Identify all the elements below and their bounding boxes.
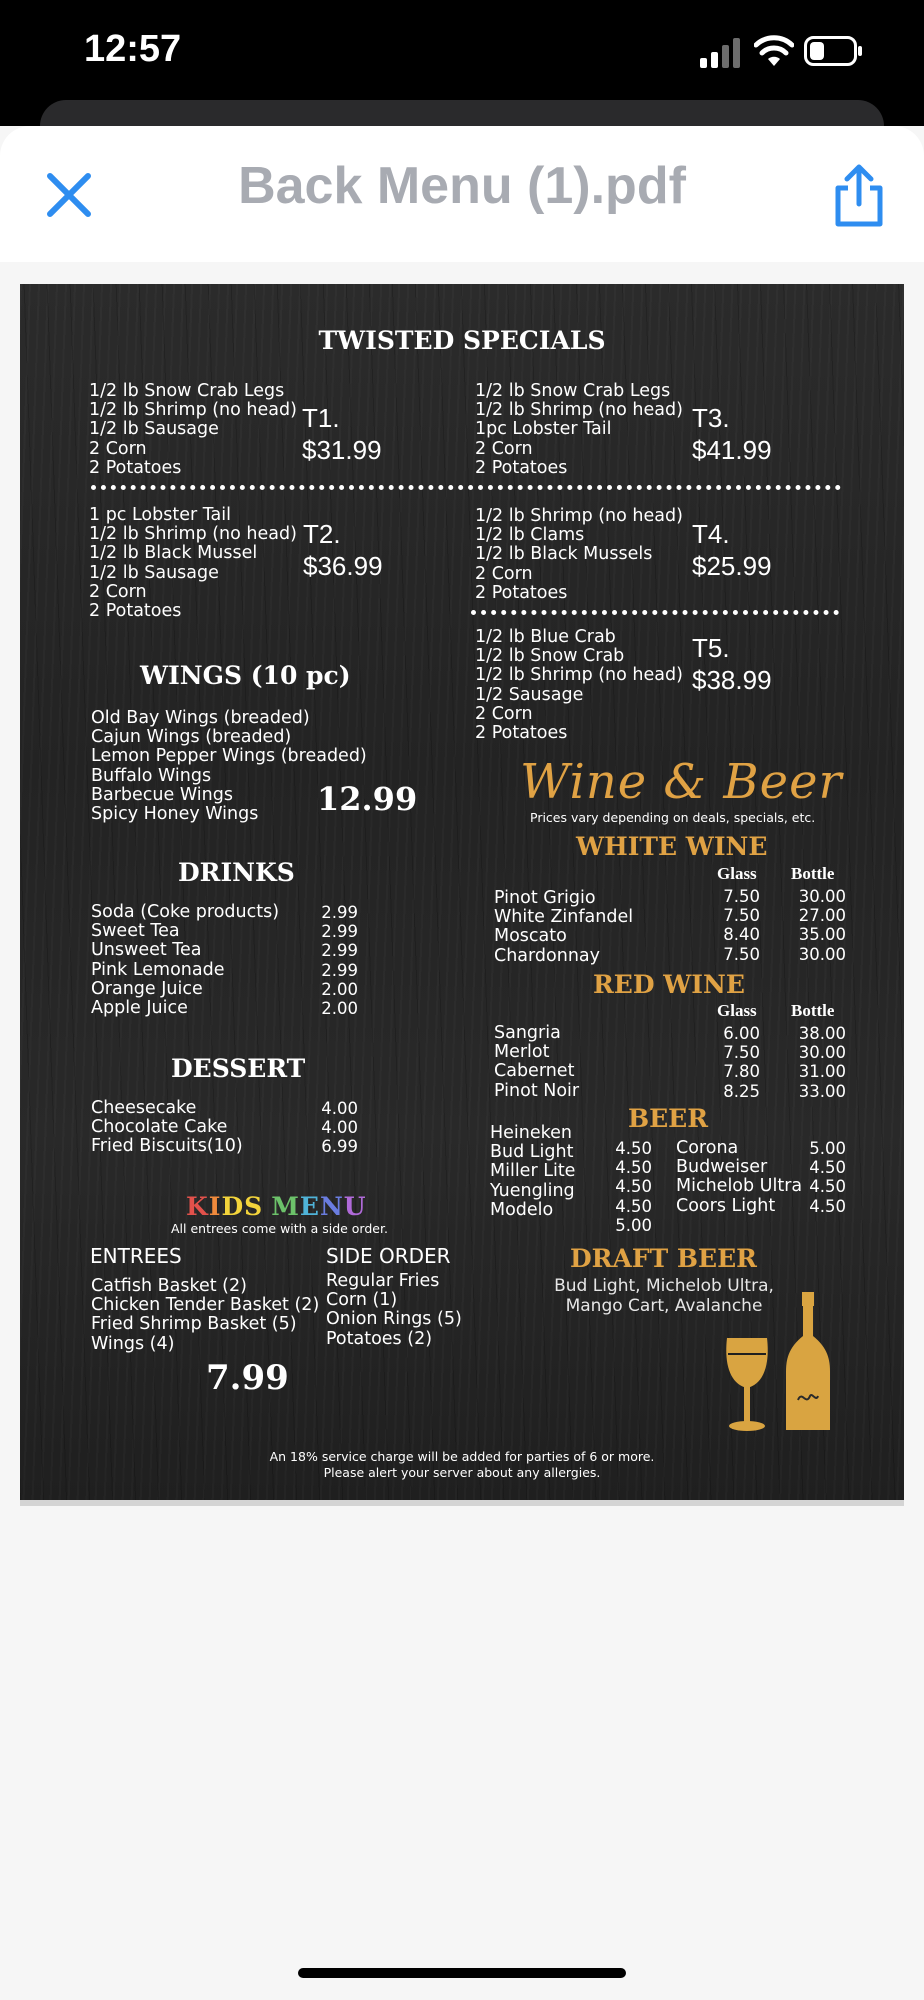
dotted-divider: [471, 610, 839, 615]
special-t5-items: 1/2 lb Blue Crab 1/2 lb Snow Crab 1/2 lb Shrimp (no head) 1/2 Sausage 2 Corn 2 Potatoes: [475, 627, 683, 744]
document-title: Back Menu (1).pdf: [238, 157, 686, 215]
beer-right-prices: 5.00 4.50 4.50 4.50: [809, 1139, 846, 1216]
wine-bottle-icon: [784, 1292, 832, 1434]
drinks-prices: 2.99 2.99 2.99 2.99 2.00 2.00: [321, 903, 358, 1019]
menu-footer: An 18% service charge will be added for parties of 6 or more. Please alert your server about any allergies.: [269, 1449, 655, 1480]
beer-title: BEER: [628, 1104, 709, 1133]
red-wine-list: Sangria Merlot Cabernet Pinot Noir: [494, 1023, 580, 1101]
dessert-title: DESSERT: [171, 1054, 306, 1083]
red-wine-title: RED WINE: [593, 970, 745, 999]
special-t3-price: T3. $41.99: [692, 403, 772, 465]
kids-entrees-list: Catfish Basket (2) Chicken Tender Basket (2) Fried Shrimp Basket (5) Wings (4): [91, 1276, 320, 1354]
white-wine-title: WHITE WINE: [576, 832, 768, 861]
kids-price: 7.99: [206, 1358, 289, 1398]
special-t4-price: T4. $25.99: [692, 519, 772, 581]
beer-left-list: Heineken Bud Light Miller Lite Yuengling Modelo: [490, 1123, 576, 1220]
draft-beer-list: Bud Light, Michelob Ultra, Mango Cart, Avalanche: [554, 1276, 774, 1316]
wings-title: WINGS (10 pc): [140, 661, 351, 690]
white-wine-list: Pinot Grigio White Zinfandel Moscato Chardonnay: [494, 888, 634, 966]
special-t1-price: T1. $31.99: [302, 403, 382, 465]
kids-entrees-title: ENTREES: [90, 1244, 182, 1268]
kids-sides-list: Regular Fries Corn (1) Onion Rings (5) Potatoes (2): [326, 1271, 462, 1349]
red-glass-header: Glass: [717, 1001, 757, 1020]
drinks-list: Soda (Coke products) Sweet Tea Unsweet Tea Pink Lemonade Orange Juice Apple Juice: [91, 902, 280, 1019]
close-icon[interactable]: [44, 170, 94, 220]
wine-beer-note: Prices vary depending on deals, specials, etc.: [530, 810, 816, 825]
drinks-title: DRINKS: [178, 858, 295, 887]
special-t2-items: 1 pc Lobster Tail 1/2 lb Shrimp (no head) 1/2 lb Black Mussel 1/2 lb Sausage 2 Corn 2 Potatoes: [89, 505, 297, 622]
kids-sides-title: SIDE ORDER: [326, 1244, 451, 1268]
status-time: 12:57: [84, 28, 182, 70]
wifi-icon: [754, 34, 794, 68]
wine-beer-title: Wine & Beer: [520, 754, 843, 810]
battery-icon: [804, 36, 864, 66]
special-t2-price: T2. $36.99: [303, 519, 383, 581]
dotted-divider: [91, 485, 841, 490]
red-bottle-header: Bottle: [791, 1001, 835, 1020]
red-wine-glass-prices: 6.00 7.50 7.80 8.25: [723, 1024, 760, 1101]
dessert-list: Cheesecake Chocolate Cake Fried Biscuits(10): [91, 1098, 243, 1157]
beer-left-prices: 4.50 4.50 4.50 4.50 5.00: [615, 1139, 652, 1235]
kids-menu-title: KIDS MENU: [186, 1192, 367, 1221]
wings-price: 12.99: [317, 780, 418, 818]
special-t4-items: 1/2 lb Shrimp (no head) 1/2 lb Clams 1/2 lb Black Mussels 2 Corn 2 Potatoes: [475, 506, 683, 603]
home-indicator[interactable]: [298, 1968, 626, 1978]
menu-document-page[interactable]: [20, 284, 904, 1500]
share-icon[interactable]: [832, 164, 886, 228]
special-t5-price: T5. $38.99: [692, 633, 772, 695]
white-glass-header: Glass: [717, 864, 757, 883]
cellular-signal-icon: [700, 38, 744, 68]
specials-title: TWISTED SPECIALS: [318, 326, 606, 355]
kids-menu-subtitle: All entrees come with a side order.: [171, 1221, 388, 1236]
draft-beer-title: DRAFT BEER: [570, 1244, 757, 1273]
white-wine-bottle-prices: 30.00 27.00 35.00 30.00: [798, 887, 846, 964]
wings-list: Old Bay Wings (breaded) Cajun Wings (breaded) Lemon Pepper Wings (breaded) Buffalo Wings Barbecue Wings Spicy Honey Wings: [91, 708, 367, 825]
special-t3-items: 1/2 lb Snow Crab Legs 1/2 lb Shrimp (no head) 1pc Lobster Tail 2 Corn 2 Potatoes: [475, 381, 683, 478]
viewer-header: [0, 126, 924, 262]
special-t1-items: 1/2 lb Snow Crab Legs 1/2 lb Shrimp (no head) 1/2 lb Sausage 2 Corn 2 Potatoes: [89, 381, 297, 478]
page-divider: [20, 1500, 904, 1506]
red-wine-bottle-prices: 38.00 30.00 31.00 33.00: [798, 1024, 846, 1101]
white-bottle-header: Bottle: [791, 864, 835, 883]
beer-right-list: Corona Budweiser Michelob Ultra Coors Light: [676, 1138, 803, 1216]
status-bar: [0, 0, 924, 126]
dessert-prices: 4.00 4.00 6.99: [321, 1099, 358, 1157]
wine-glass-icon: [724, 1334, 770, 1434]
white-wine-glass-prices: 7.50 7.50 8.40 7.50: [723, 887, 760, 964]
